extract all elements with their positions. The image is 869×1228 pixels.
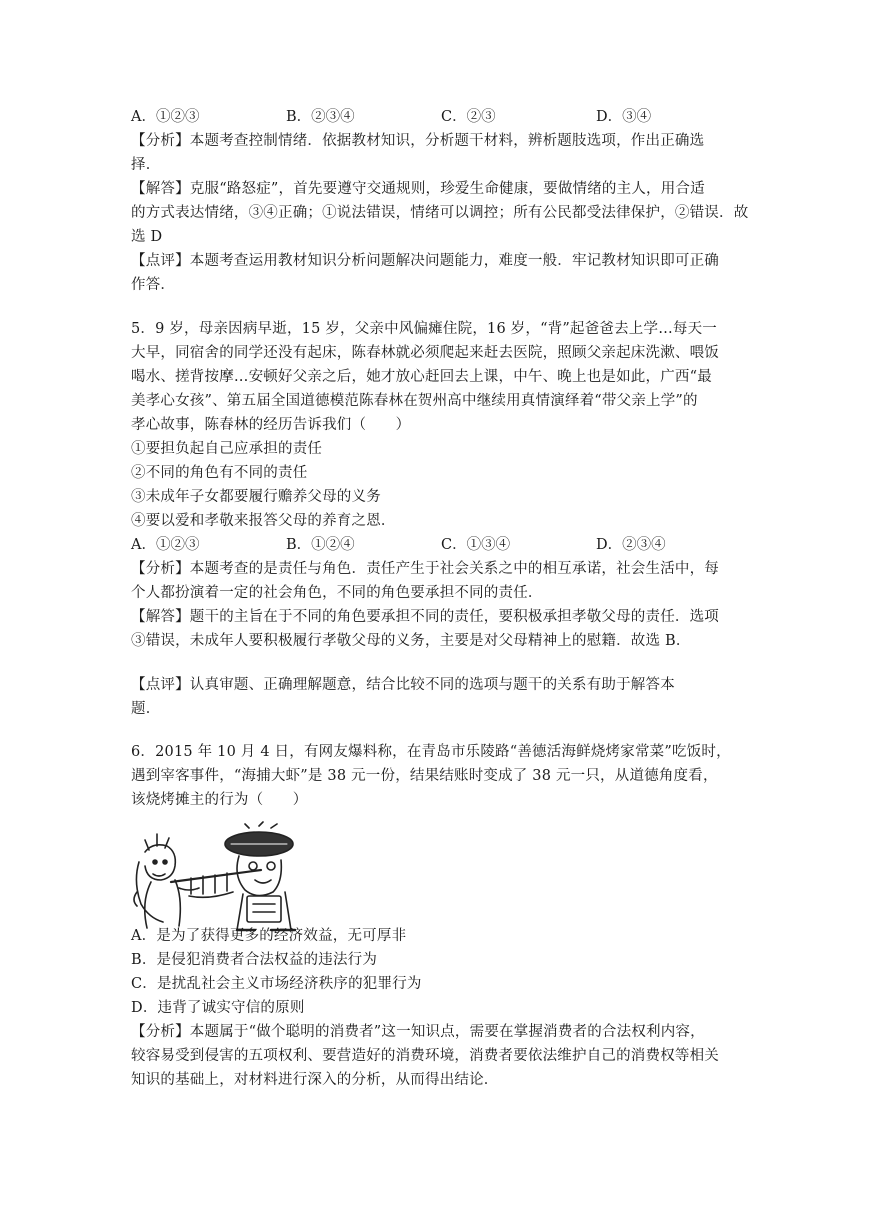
q5-analysis-line-2: 个人都扮演着一定的社会角色，不同的角色要承担不同的责任． [131, 585, 543, 601]
q6-option-b: B．是侵犯消费者合法权益的违法行为 [131, 952, 378, 968]
q5-option-c: C．①③④ [441, 537, 511, 553]
q4-answer-line-2: 的方式表达情绪，③④正确；①说法错误，情绪可以调控；所有公民都受法律保护，②错误．故 [131, 205, 749, 221]
cartoon-illustration [131, 812, 311, 944]
q4-option-d: D．③④ [596, 109, 652, 125]
q5-stem-line-3: 喝水、搓背按摩…安顿好父亲之后，她才放心赶回去上课，中午、晚上也是如此，广西“最 [131, 369, 712, 385]
q5-answer-line-2: ③错误，未成年人要积极履行孝敬父母的义务，主要是对父母精神上的慰籍．故选 B． [131, 633, 691, 649]
q5-item-1: ①要担负起自己应承担的责任 [131, 441, 323, 457]
q6-stem-line-2: 遇到宰客事件，“海捕大虾”是 38 元一份，结果结账时变成了 38 元一只，从道德角度看， [131, 768, 718, 784]
q4-analysis-line-1: 【分析】本题考查控制情绪．依据教材知识，分析题干材料，辨析题肢选项，作出正确选 [131, 133, 705, 149]
q5-stem-line-4: 美孝心女孩”、第五届全国道德模范陈春林在贺州高中继续用真情演绎着“带父亲上学”的 [131, 393, 698, 409]
q6-analysis-line-1: 【分析】本题属于“做个聪明的消费者”这一知识点，需要在掌握消费者的合法权利内容， [131, 1024, 705, 1040]
q6-analysis-line-2: 较容易受到侵害的五项权利、要营造好的消费环境，消费者要依法维护自己的消费权等相关 [131, 1048, 719, 1064]
q4-option-c: C．②③ [441, 109, 496, 125]
q5-option-d: D．②③④ [596, 537, 666, 553]
q5-stem-line-1: 5．9 岁，母亲因病早逝，15 岁，父亲中风偏瘫住院，16 岁，“背”起爸爸去上学…每天一 [131, 321, 718, 337]
q4-comment-line-2: 作答． [131, 277, 176, 293]
q5-comment-line-2: 题． [131, 701, 161, 717]
q6-analysis-line-3: 知识的基础上，对材料进行深入的分析，从而得出结论． [131, 1072, 499, 1088]
q6-stem-line-3: 该烧烤摊主的行为（ ） [131, 792, 308, 808]
q5-stem-line-5: 孝心故事，陈春林的经历告诉我们（ ） [131, 417, 411, 433]
q4-comment-line-1: 【点评】本题考查运用教材知识分析问题解决问题能力，难度一般．牢记教材知识即可正确 [131, 253, 719, 269]
q5-answer-line-1: 【解答】题干的主旨在于不同的角色要承担不同的责任，要积极承担孝敬父母的责任．选项 [131, 609, 719, 625]
q5-item-4: ④要以爱和孝敬来报答父母的养育之恩． [131, 513, 396, 529]
q6-stem-line-1: 6．2015 年 10 月 4 日，有网友爆料称，在青岛市乐陵路“善德活海鲜烧烤家常菜”吃饭时， [131, 744, 731, 760]
q5-analysis-line-1: 【分析】本题考查的是责任与角色．责任产生于社会关系之中的相互承诺，社会生活中，每 [131, 561, 719, 577]
q5-item-3: ③未成年子女都要履行赡养父母的义务 [131, 489, 381, 505]
q4-analysis-line-2: 择． [131, 157, 161, 173]
q5-comment-line-1: 【点评】认真审题、正确理解题意，结合比较不同的选项与题干的关系有助于解答本 [131, 677, 675, 693]
q5-option-a: A．①②③ [131, 537, 200, 553]
q4-answer-line-1: 【解答】克服“路怒症”，首先要遵守交通规则，珍爱生命健康，要做情绪的主人，用合适 [131, 181, 705, 197]
q5-option-b: B．①②④ [286, 537, 355, 553]
q4-option-b: B．②③④ [286, 109, 355, 125]
q6-option-a: A．是为了获得更多的经济效益，无可厚非 [131, 928, 407, 944]
q5-item-2: ②不同的角色有不同的责任 [131, 465, 308, 481]
q4-option-a: A．①②③ [131, 109, 200, 125]
q5-stem-line-2: 大早，同宿舍的同学还没有起床，陈春林就必须爬起来赶去医院，照顾父亲起床洗漱、喂饭 [131, 345, 719, 361]
q4-answer-line-3: 选 D [131, 229, 163, 245]
q6-option-c: C．是扰乱社会主义市场经济秩序的犯罪行为 [131, 976, 422, 992]
q6-option-d: D．违背了诚实守信的原则 [131, 1000, 305, 1016]
